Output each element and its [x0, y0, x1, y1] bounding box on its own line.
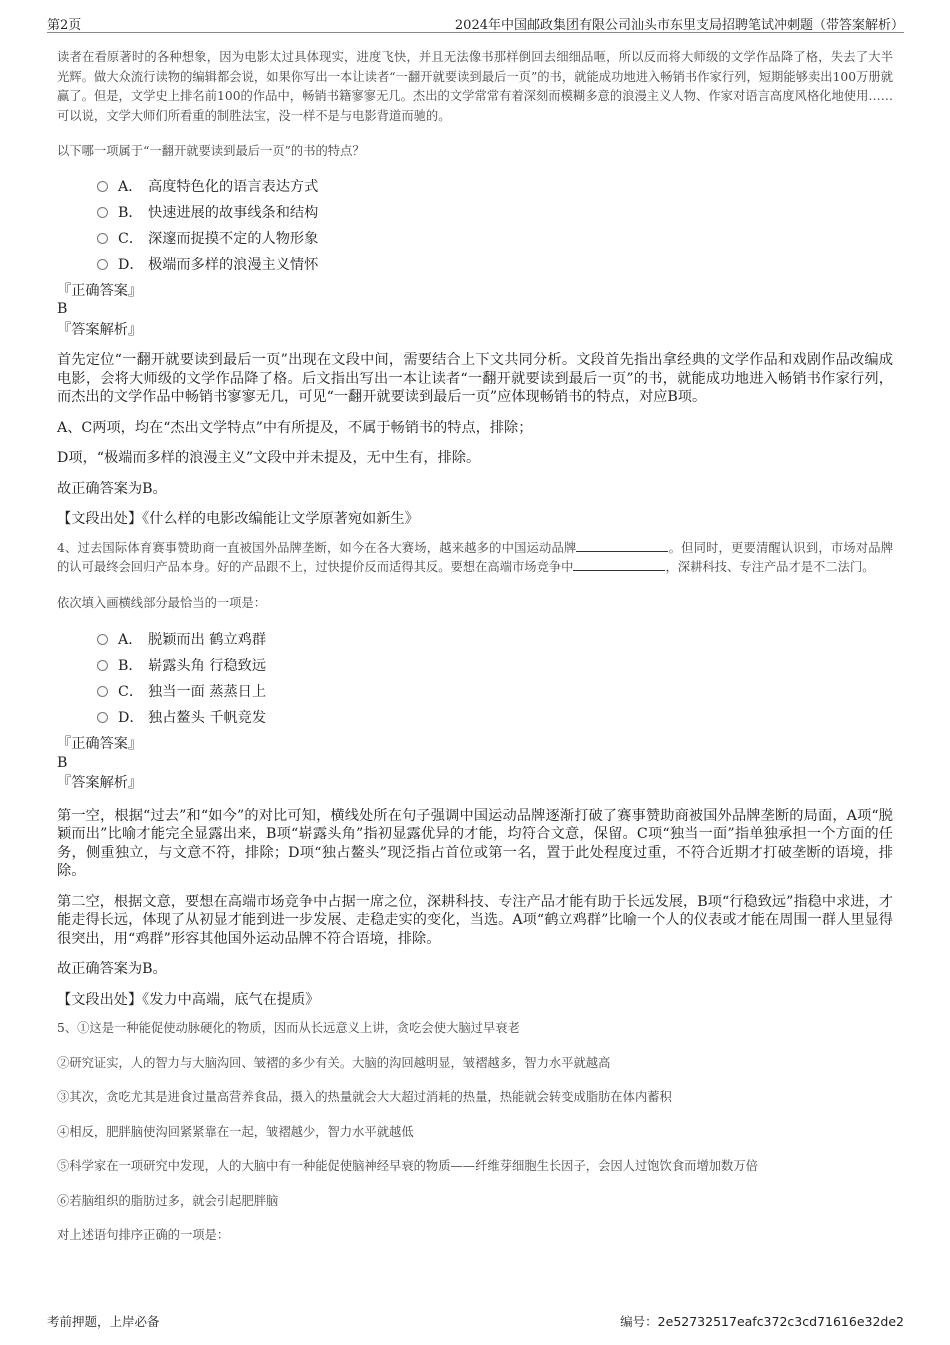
q3-analysis-2: A、C两项，均在“杰出文学特点”中有所提及，不属于畅销书的特点，排除； [57, 419, 533, 436]
q4-analysis-3: 故正确答案为B。 [57, 961, 167, 977]
page-header [47, 12, 904, 33]
q3-analysis-4: 故正确答案为B。 [57, 480, 167, 497]
q4-analysis-1: 第一空，根据“过去”和“如今”的对比可知，横线处所在句子强调中国运动品牌逐渐打破了赛事赞助商被国外品牌垄断的局面，A项“脱颖而出”比喻才能完全显露出来，B项“崭露头角”指初显露优异的才能，均符合文意，保留。C项“独当一面”指单独承担一个方面的任务，侧重独立，与文意不符，排除；D项“独占鳌头”现泛指占首位或第一名，置于此处程度过重，不符合近期才打破垄断的语境，排除。 [57, 807, 893, 879]
q4-source: 【文段出处】《发力中高端，底气在提质》 [57, 991, 320, 1008]
q3-analysis-1: 首先定位“一翻开就要读到最后一页”出现在文段中间，需要结合上下文共同分析。文段首先指出拿经典的文学作品和戏剧作品改编成电影，会将大师级的文学作品降了格。后文指出写出一本让读者“一翻开就要读到最后一页”的书，就能成功地进入畅销书作家行列，而杰出的文学作品中畅销书寥寥无几，可见“一翻开就要读到最后一页”应体现畅销书的特点，对应B项。 [57, 352, 893, 405]
q4-options [97, 627, 893, 731]
q4-answer-label: 『正确答案』 [57, 736, 143, 752]
page-footer [47, 1312, 904, 1332]
main-content [57, 48, 893, 1246]
q4-answer: B [57, 754, 68, 771]
radio-icon[interactable] [97, 259, 108, 270]
footer-slogan: 考前押题，上岸必备 [47, 1314, 160, 1329]
q3-options [97, 174, 893, 278]
q3-option-c[interactable]: C． 深邃而捉摸不定的人物形象 [97, 226, 893, 252]
q3-question: 以下哪一项属于“一翻开就要读到最后一页”的书的特点？ [57, 144, 365, 158]
radio-icon[interactable] [97, 712, 108, 723]
radio-icon[interactable] [97, 660, 108, 671]
q4-analysis-2: 第二空，根据文意，要想在高端市场竞争中占据一席之位，深耕科技、专注产品才能有助于长远发展，B项“行稳致远”指稳中求进，才能走得长远，体现了从初显才能到进一步发展、走稳走实的变化，当选。A项“鹤立鸡群”比喻一个人的仪表或才能在周围一群人里显得很突出，用“鸡群”形容其他国外运动品牌不符合语境，排除。 [57, 893, 893, 947]
fill-blank-1 [576, 539, 668, 552]
q3-answer: B [57, 301, 68, 317]
q4-option-a[interactable]: A． 脱颖而出 鹤立鸡群 [97, 627, 893, 653]
q4-analysis-label: 『答案解析』 [57, 775, 143, 791]
q3-analysis-3: D项，“极端而多样的浪漫主义”文段中并未提及，无中生有，排除。 [57, 450, 481, 466]
q5-sentence-3: ③其次，贪吃尤其是进食过量高营养食品，摄入的热量就会大大超过消耗的热量，热能就会转变成脂肪在体内蓄积 [57, 1090, 672, 1104]
document-title: 2024年中国邮政集团有限公司汕头市东里支局招聘笔试冲刺题（带答案解析） [454, 18, 904, 33]
q5-sentence-6: ⑥若脑组织的脂肪过多，就会引起肥胖脑 [57, 1193, 279, 1208]
q4-option-b[interactable]: B． 崭露头角 行稳致远 [97, 653, 893, 679]
page-number: 第2页 [47, 18, 82, 33]
radio-icon[interactable] [97, 233, 108, 244]
q5-sentence-5: ⑤科学家在一项研究中发现，人的大脑中有一种能促使脑神经早衰的物质——纤维芽细胞生长因子，会因人过饱饮食而增加数万倍 [57, 1159, 758, 1173]
q5-sentence-4: ④相反，肥胖脑使沟回紧紧靠在一起，皱褶越少，智力水平就越低 [57, 1124, 414, 1139]
q3-analysis-label: 『答案解析』 [57, 321, 143, 338]
q4-question: 依次填入画横线部分最恰当的一项是： [57, 595, 267, 610]
radio-icon[interactable] [97, 181, 108, 192]
q3-option-d[interactable]: D． 极端而多样的浪漫主义情怀 [97, 252, 893, 278]
q5-sentence-1: 5、①这是一种能促使动脉硬化的物质，因而从长远意义上讲，贪吃会使大脑过早衰老 [57, 1021, 520, 1035]
q3-source: 【文段出处】《什么样的电影改编能让文学原著宛如新生》 [57, 511, 419, 527]
q3-option-a[interactable]: A． 高度特色化的语言表达方式 [97, 174, 893, 200]
radio-icon[interactable] [97, 207, 108, 218]
q5-sentence-2: ②研究证实，人的智力与大脑沟回、皱褶的多少有关。大脑的沟回越明显，皱褶越多，智力水平就越高 [57, 1055, 611, 1070]
q4-passage: 4、过去国际体育赛事赞助商一直被国外品牌垄断，如今在各大赛场，越来越多的中国运动品牌 。但同时，更要清醒认识到，市场对品牌的认可最终会回归产品本身。好的产品跟不上，过快提价反而适得其反。要想在高端市场竞争中 ，深耕科技、专注产品才是不二法门。 [57, 540, 893, 574]
radio-icon[interactable] [97, 634, 108, 645]
q3-answer-label: 『正确答案』 [57, 282, 143, 299]
q4-option-d[interactable]: D． 独占鳌头 千帆竞发 [97, 705, 893, 731]
q3-passage: 读者在看原著时的各种想象，因为电影太过具体现实，进度飞快，并且无法像书那样倒回去细细品咂，所以反而将大师级的文学作品降了格，失去了大半光辉。做大众流行读物的编辑都会说，如果你写出一本让读者“一翻开就要读到最后一页”的书，就能成功地进入畅销书作家行列，短期能够卖出100万册就赢了。但是，文学史上排名前100的作品中，畅销书籍寥寥无几。杰出的文学常常有着深刻而模糊多意的浪漫主义人物、作家对语言高度风格化地使用……可以说，文学大师们所看重的制胜法宝，没一样不是与电影背道而驰的。 [57, 50, 893, 123]
radio-icon[interactable] [97, 686, 108, 697]
document-id: 编号：2e52732517eafc372c3cd71616e32de2 [620, 1314, 904, 1329]
q4-option-c[interactable]: C． 独当一面 蒸蒸日上 [97, 679, 893, 705]
q5-question: 对上述语句排序正确的一项是： [57, 1228, 230, 1242]
q3-option-b[interactable]: B． 快速进展的故事线条和结构 [97, 200, 893, 226]
fill-blank-2 [573, 558, 665, 571]
